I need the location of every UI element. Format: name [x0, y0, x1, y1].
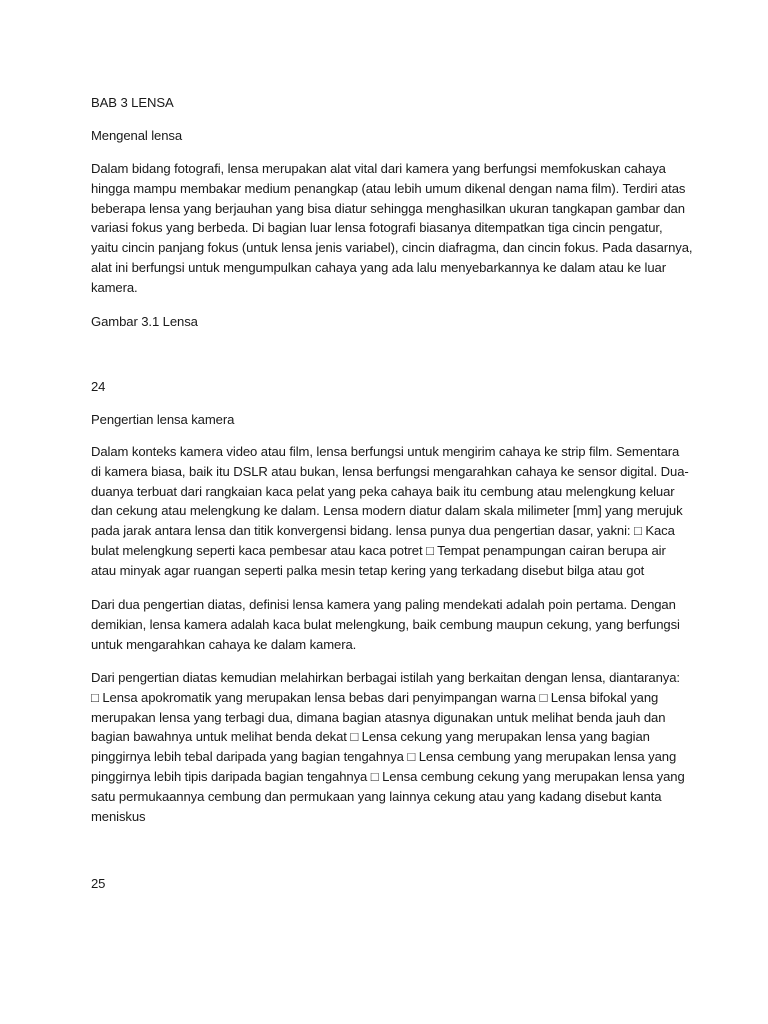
paragraph-line: Dari pengertian diatas kemudian melahirkan berbagai istilah yang berkaitan dengan lensa, diantaranya:	[91, 670, 680, 685]
page-number: 25	[91, 876, 106, 891]
chapter-heading: BAB 3 LENSA	[91, 95, 174, 110]
paragraph-definisi	[91, 595, 691, 654]
paragraph-line: untuk mengarahkan cahaya ke dalam kamera.	[91, 636, 357, 652]
paragraph-line: bulat melengkung seperti kaca pembesar atau kaca potret □ Tempat penampungan cairan berupa air	[91, 542, 666, 558]
paragraph-line: merupakan lensa yang terbagi dua, dimana bagian atasnya digunakan untuk melihat benda jauh dan	[91, 709, 666, 725]
paragraph-line: Dalam konteks kamera video atau film, lensa berfungsi untuk mengirim cahaya ke strip film. Sementara	[91, 444, 680, 459]
figure-caption: Gambar 3.1 Lensa	[91, 314, 198, 329]
paragraph-line: beberapa lensa yang berjauhan yang bisa diatur sehingga menghasilkan ukuran tangkapan gambar dan	[91, 200, 685, 216]
paragraph-istilah	[91, 668, 691, 826]
paragraph-pengertian	[91, 442, 691, 581]
paragraph-line: meniskus	[91, 808, 146, 824]
paragraph-line: demikian, lensa kamera adalah kaca bulat melengkung, baik cembung maupun cekung, yang berfungsi	[91, 616, 680, 632]
paragraph-line: atau minyak agar ruangan seperti palka mesin tetap kering yang terkadang disebut bilga atau got	[91, 562, 645, 578]
paragraph-intro	[91, 159, 691, 298]
paragraph-line: dan cekung atau melengkung ke dalam. Lensa modern diatur dalam skala milimeter [mm] yang merujuk	[91, 503, 683, 519]
paragraph-line: pada jarak antara lensa dan titik konvergensi bidang. lensa punya dua pengertian dasar, yakni: □ Kaca	[91, 523, 675, 539]
paragraph-line: □ Lensa apokromatik yang merupakan lensa bebas dari penyimpangan warna □ Lensa bifokal yang	[91, 689, 659, 705]
paragraph-line: Dalam bidang fotografi, lensa merupakan alat vital dari kamera yang berfungsi memfokuskan cahaya	[91, 161, 666, 176]
paragraph-line: satu permukaannya cembung dan permukaan yang lainnya cekung atau yang kadang disebut kanta	[91, 788, 662, 804]
paragraph-line: pinggirnya lebih tebal daripada yang bagian tengahnya □ Lensa cembung yang merupakan lensa yang	[91, 749, 677, 765]
paragraph-line: duanya terbuat dari rangkaian kaca pelat yang peka cahaya baik itu cembung atau melengkung keluar	[91, 483, 675, 499]
page-number: 24	[91, 379, 106, 394]
paragraph-line: di kamera biasa, baik itu DSLR atau bukan, lensa berfungsi mengarahkan cahaya ke sensor digital. Dua-	[91, 463, 689, 479]
paragraph-line: Dari dua pengertian diatas, definisi lensa kamera yang paling mendekati adalah poin pertama. Dengan	[91, 597, 676, 612]
paragraph-line: yaitu cincin panjang fokus (untuk lensa jenis variabel), cincin diafragma, dan cincin fokus. Pada dasarnya,	[91, 240, 693, 256]
paragraph-line: bagian bawahnya untuk melihat benda dekat □ Lensa cekung yang merupakan lensa yang bagian	[91, 729, 650, 745]
paragraph-line: pinggirnya lebih tipis daripada bagian tengahnya □ Lensa cembung cekung yang merupakan lensa yang	[91, 768, 685, 784]
paragraph-line: hingga mampu membakar medium penangkap (atau lebih umum dikenal dengan nama film). Terdiri atas	[91, 180, 686, 196]
paragraph-line: alat ini berfungsi untuk mengumpulkan cahaya yang ada lalu menyebarkannya ke dalam atau ke luar	[91, 259, 666, 275]
section-title-mengenal-lensa: Mengenal lensa	[91, 128, 183, 143]
section-title-pengertian: Pengertian lensa kamera	[91, 412, 235, 427]
paragraph-line: kamera.	[91, 279, 138, 295]
paragraph-line: variasi fokus yang berbeda. Di bagian luar lensa fotografi biasanya ditempatkan tiga cincin pengatur,	[91, 220, 663, 236]
